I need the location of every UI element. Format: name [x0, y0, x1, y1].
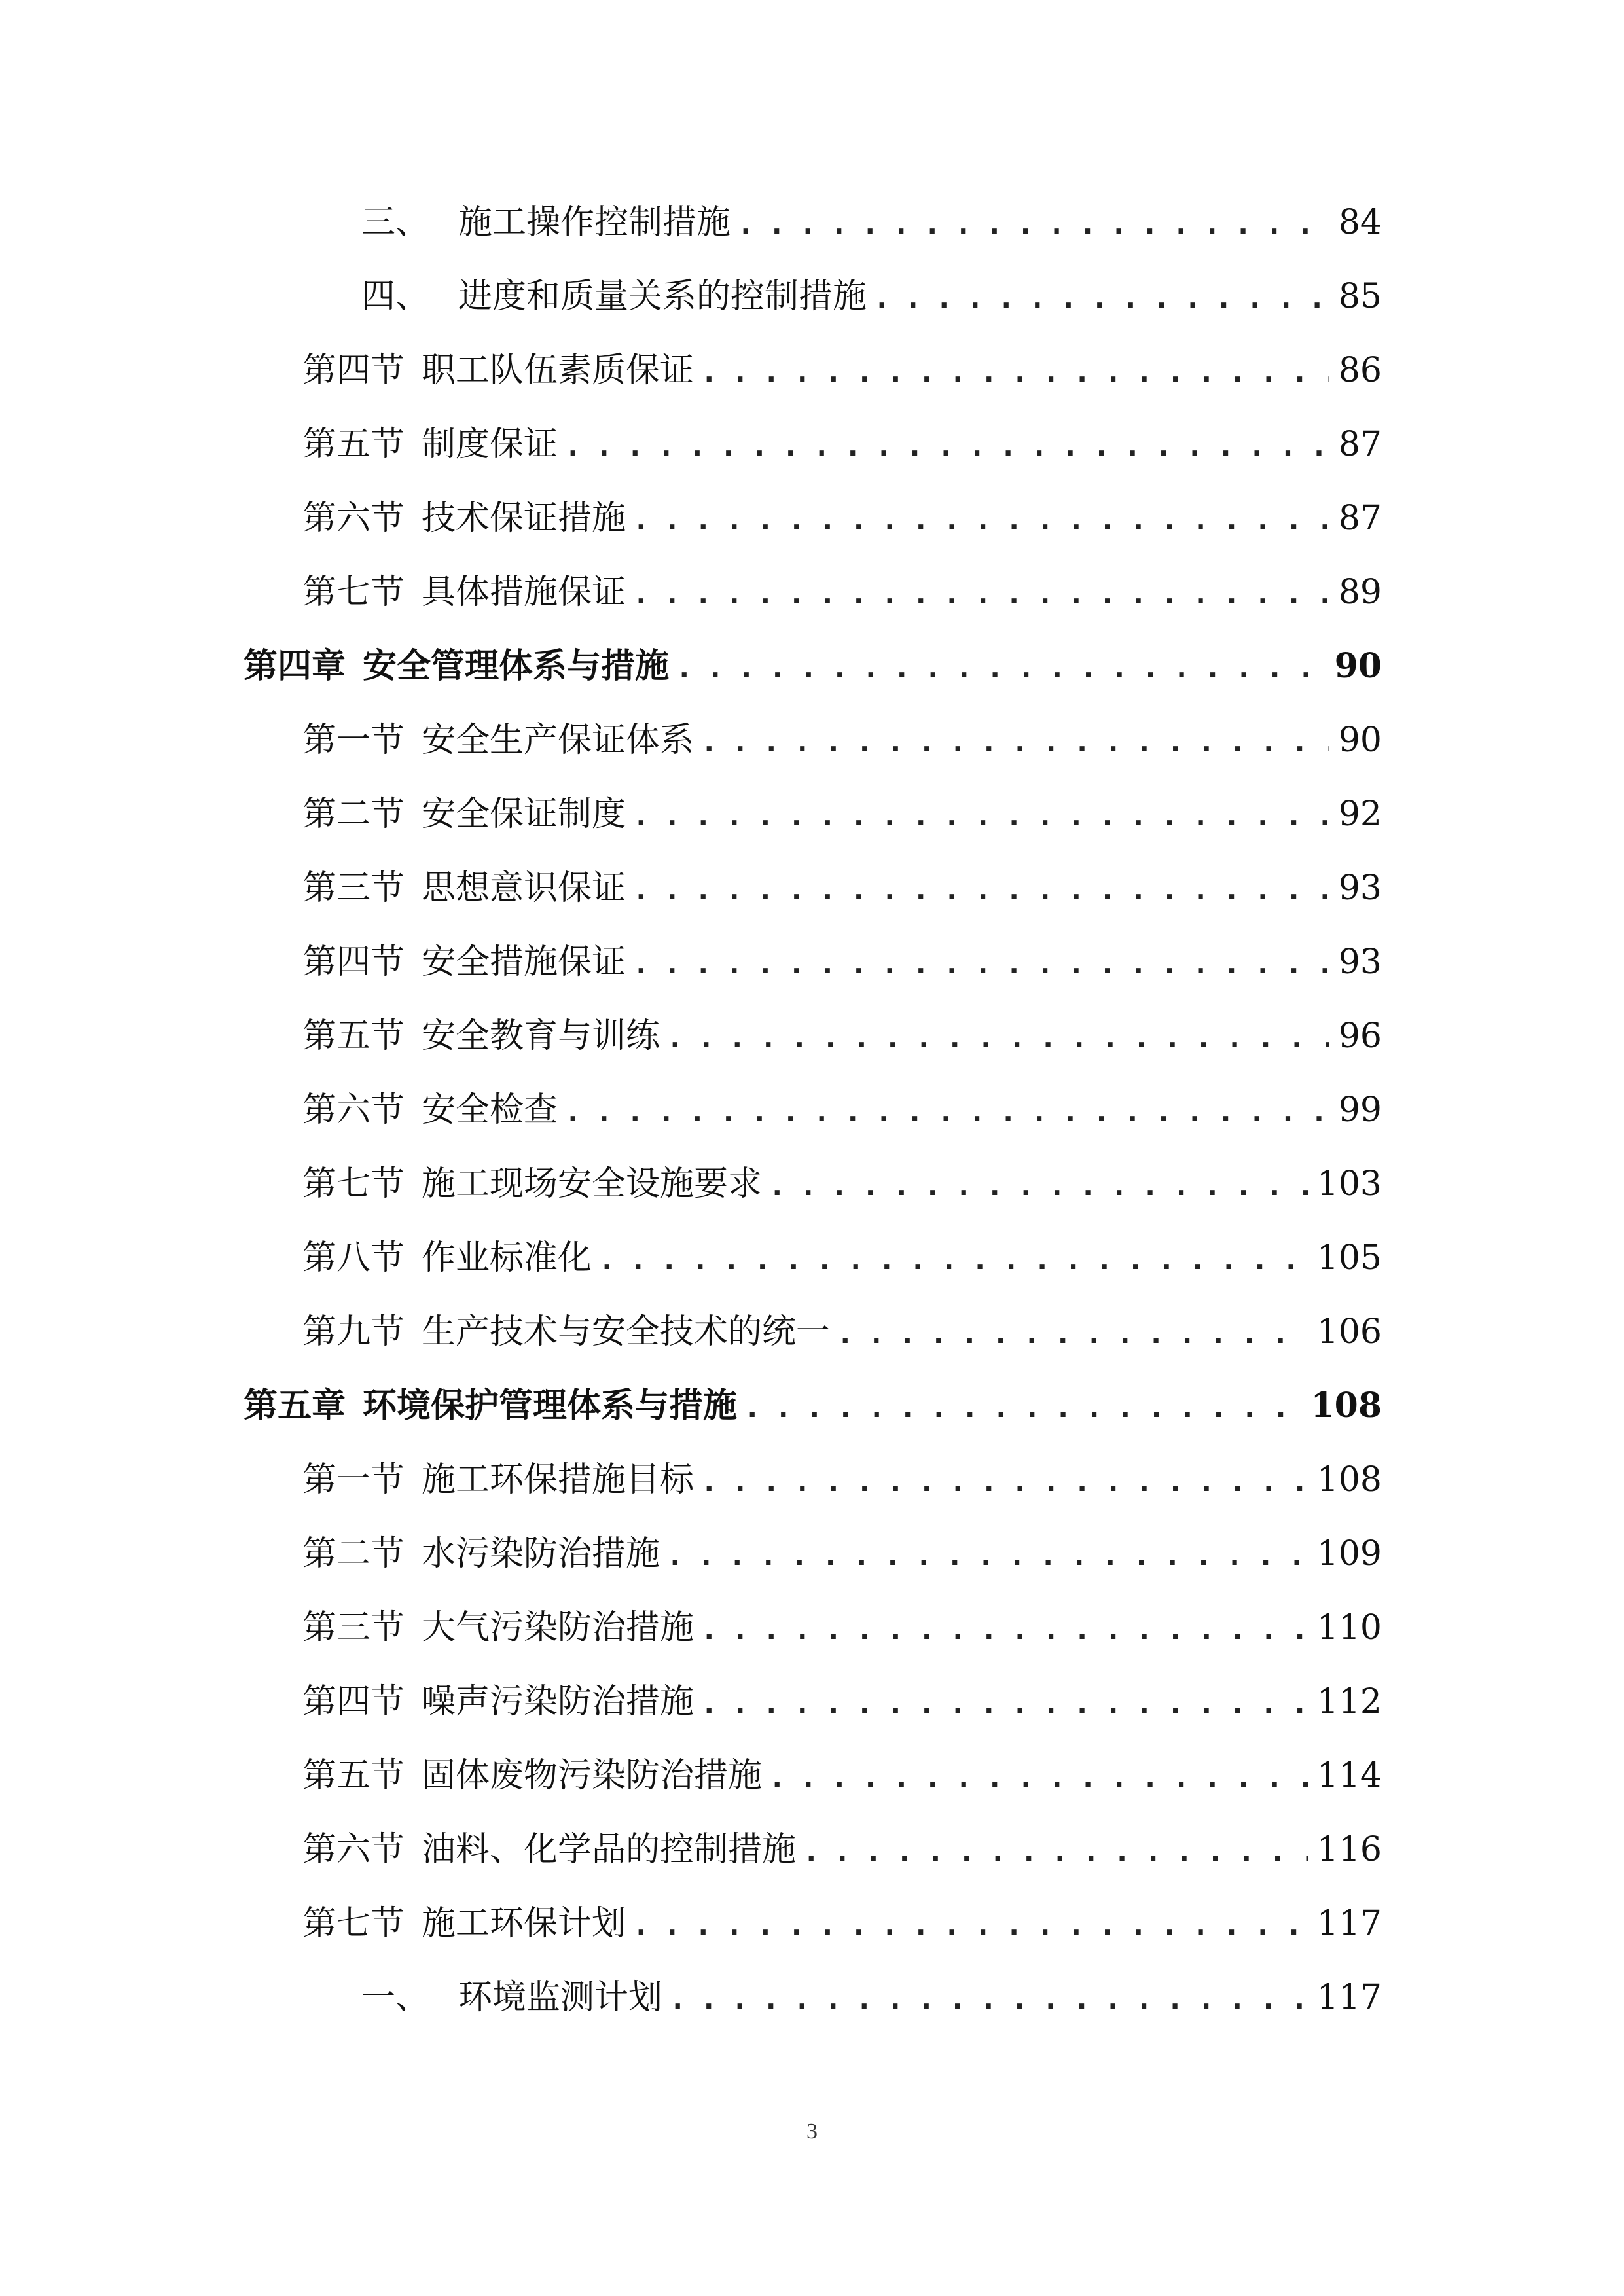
toc-entry[interactable] — [302, 1151, 1382, 1217]
toc-entry-title: 安全措施保证 — [422, 942, 626, 982]
toc-entry-number: 第六节 — [302, 499, 405, 538]
toc-entry-page: 93 — [1338, 942, 1382, 982]
toc-entry-number: 第四章 — [244, 646, 346, 686]
toc-entry-page: 86 — [1338, 351, 1382, 390]
dot-leader — [700, 1597, 1308, 1662]
toc-entry-number: 第七节 — [302, 573, 405, 612]
dot-leader — [598, 1227, 1308, 1293]
toc-entry-page: 112 — [1316, 1682, 1382, 1721]
toc-entry[interactable] — [302, 1817, 1382, 1882]
dot-leader — [564, 414, 1329, 479]
toc-entry-page: 103 — [1316, 1164, 1382, 1204]
toc-entry-number: 第四节 — [302, 942, 405, 982]
dot-leader — [632, 488, 1329, 553]
toc-entry[interactable] — [302, 1521, 1382, 1587]
toc-entry[interactable] — [302, 1595, 1382, 1660]
dot-leader — [873, 266, 1329, 331]
toc-entry-number: 一、 — [361, 1978, 430, 2017]
toc-entry-page: 116 — [1316, 1830, 1382, 1869]
toc-chapter-entry[interactable] — [244, 1373, 1382, 1439]
toc-entry[interactable] — [302, 708, 1382, 773]
dot-leader — [669, 1967, 1308, 2032]
toc-entry-page: 108 — [1316, 1460, 1382, 1499]
toc-entry-title: 安全教育与训练 — [422, 1016, 660, 1056]
toc-entry-title: 大气污染防治措施 — [422, 1608, 695, 1647]
toc-entry-number: 第一节 — [302, 1460, 405, 1499]
dot-leader — [632, 857, 1329, 923]
dot-leader — [632, 931, 1329, 997]
toc-entry[interactable] — [302, 1891, 1382, 1956]
dot-leader — [700, 709, 1329, 775]
toc-entry[interactable] — [302, 1669, 1382, 1734]
toc-entry-title: 职工队伍素质保证 — [422, 351, 695, 390]
toc-entry-page: 90 — [1338, 721, 1382, 760]
toc-entry-title: 制度保证 — [422, 425, 558, 464]
dot-leader — [564, 1079, 1329, 1145]
toc-entry[interactable] — [302, 1077, 1382, 1143]
dot-leader — [666, 1005, 1329, 1071]
toc-entry-number: 第四节 — [302, 1682, 405, 1721]
dot-leader — [768, 1153, 1308, 1219]
toc-entry-title: 噪声污染防治措施 — [422, 1682, 695, 1721]
toc-entry-title: 水污染防治措施 — [422, 1534, 660, 1573]
toc-entry[interactable] — [361, 1965, 1382, 2030]
toc-entry-number: 第二节 — [302, 1534, 405, 1573]
toc-entry-page: 93 — [1338, 869, 1382, 908]
toc-entry[interactable] — [302, 560, 1382, 625]
toc-entry-number: 第五节 — [302, 425, 405, 464]
toc-entry-title: 环境保护管理体系与措施 — [363, 1386, 738, 1426]
toc-entry-page: 105 — [1316, 1238, 1382, 1278]
toc-entry[interactable] — [302, 929, 1382, 995]
toc-entry-title: 作业标准化 — [422, 1238, 592, 1278]
toc-entry-number: 第七节 — [302, 1904, 405, 1943]
toc-entry[interactable] — [302, 1743, 1382, 1808]
toc-entry-page: 96 — [1338, 1016, 1382, 1056]
toc-entry-number: 第五节 — [302, 1756, 405, 1795]
toc-entry[interactable] — [302, 781, 1382, 847]
dot-leader — [676, 636, 1326, 701]
toc-entry-title: 技术保证措施 — [422, 499, 626, 538]
toc-entry-title: 思想意识保证 — [422, 869, 626, 908]
toc-entry-number: 第二节 — [302, 795, 405, 834]
toc-entry-title: 安全检查 — [422, 1090, 558, 1130]
dot-leader — [700, 340, 1329, 405]
toc-entry-title: 安全管理体系与措施 — [363, 646, 670, 686]
dot-leader — [737, 192, 1329, 257]
toc-entry-title: 生产技术与安全技术的统一 — [422, 1312, 831, 1352]
toc-entry-number: 第四节 — [302, 351, 405, 390]
toc-entry[interactable] — [302, 1447, 1382, 1513]
toc-entry-number: 第三节 — [302, 1608, 405, 1647]
toc-entry[interactable] — [361, 264, 1382, 329]
toc-entry-page: 99 — [1338, 1090, 1382, 1130]
dot-leader — [632, 783, 1329, 849]
dot-leader — [803, 1819, 1308, 1884]
toc-entry[interactable] — [302, 1225, 1382, 1291]
toc-entry-page: 117 — [1316, 1904, 1382, 1943]
dot-leader — [666, 1523, 1308, 1588]
toc-entry-number: 第一节 — [302, 721, 405, 760]
toc-entry-number: 三、 — [361, 203, 430, 242]
toc-entry-page: 87 — [1338, 425, 1382, 464]
toc-entry-title: 施工现场安全设施要求 — [422, 1164, 763, 1204]
toc-entry[interactable] — [302, 486, 1382, 551]
dot-leader — [632, 562, 1329, 627]
toc-entry-title: 进度和质量关系的控制措施 — [458, 277, 867, 316]
toc-chapter-entry[interactable] — [244, 634, 1382, 699]
toc-entry[interactable] — [302, 1003, 1382, 1069]
dot-leader — [700, 1449, 1308, 1515]
toc-entry-page: 106 — [1316, 1312, 1382, 1352]
toc-entry-title: 安全生产保证体系 — [422, 721, 695, 760]
toc-entry-page: 110 — [1316, 1608, 1382, 1647]
toc-entry-page: 117 — [1316, 1978, 1382, 2017]
dot-leader — [632, 1893, 1308, 1958]
toc-entry-number: 第八节 — [302, 1238, 405, 1278]
toc-entry-title: 油料、化学品的控制措施 — [422, 1830, 797, 1869]
toc-entry-page: 89 — [1338, 573, 1382, 612]
toc-entry-page: 87 — [1338, 499, 1382, 538]
toc-entry-page: 109 — [1316, 1534, 1382, 1573]
dot-leader — [768, 1745, 1308, 1810]
toc-entry-page: 114 — [1316, 1756, 1382, 1795]
toc-entry-number: 第五章 — [244, 1386, 346, 1426]
toc-entry-title: 固体废物污染防治措施 — [422, 1756, 763, 1795]
toc-entry-number: 第五节 — [302, 1016, 405, 1056]
toc-entry-number: 四、 — [361, 277, 430, 316]
dot-leader — [837, 1301, 1308, 1367]
toc-entry-number: 第三节 — [302, 869, 405, 908]
toc-entry-title: 具体措施保证 — [422, 573, 626, 612]
toc-entry[interactable] — [302, 412, 1382, 477]
page-number: 3 — [806, 2119, 818, 2144]
toc-entry-number: 第九节 — [302, 1312, 405, 1352]
toc-entry-title: 施工环保计划 — [422, 1904, 626, 1943]
toc-entry[interactable] — [302, 855, 1382, 921]
toc-entry-page: 108 — [1310, 1386, 1382, 1426]
toc-entry-title: 安全保证制度 — [422, 795, 626, 834]
toc-entry-number: 第六节 — [302, 1090, 405, 1130]
toc-entry[interactable] — [361, 190, 1382, 255]
toc-entry[interactable] — [302, 338, 1382, 403]
toc-entry-page: 90 — [1334, 646, 1382, 686]
toc-entry-title: 环境监测计划 — [458, 1978, 663, 2017]
toc-entry-number: 第七节 — [302, 1164, 405, 1204]
toc-entry-title: 施工环保措施目标 — [422, 1460, 695, 1499]
toc-entry-page: 92 — [1338, 795, 1382, 834]
dot-leader — [700, 1671, 1308, 1736]
toc-entry-number: 第六节 — [302, 1830, 405, 1869]
toc-entry-page: 85 — [1338, 277, 1382, 316]
toc-entry-page: 84 — [1338, 203, 1382, 242]
dot-leader — [744, 1375, 1301, 1441]
toc-entry[interactable] — [302, 1299, 1382, 1365]
toc-entry-title: 施工操作控制措施 — [458, 203, 731, 242]
